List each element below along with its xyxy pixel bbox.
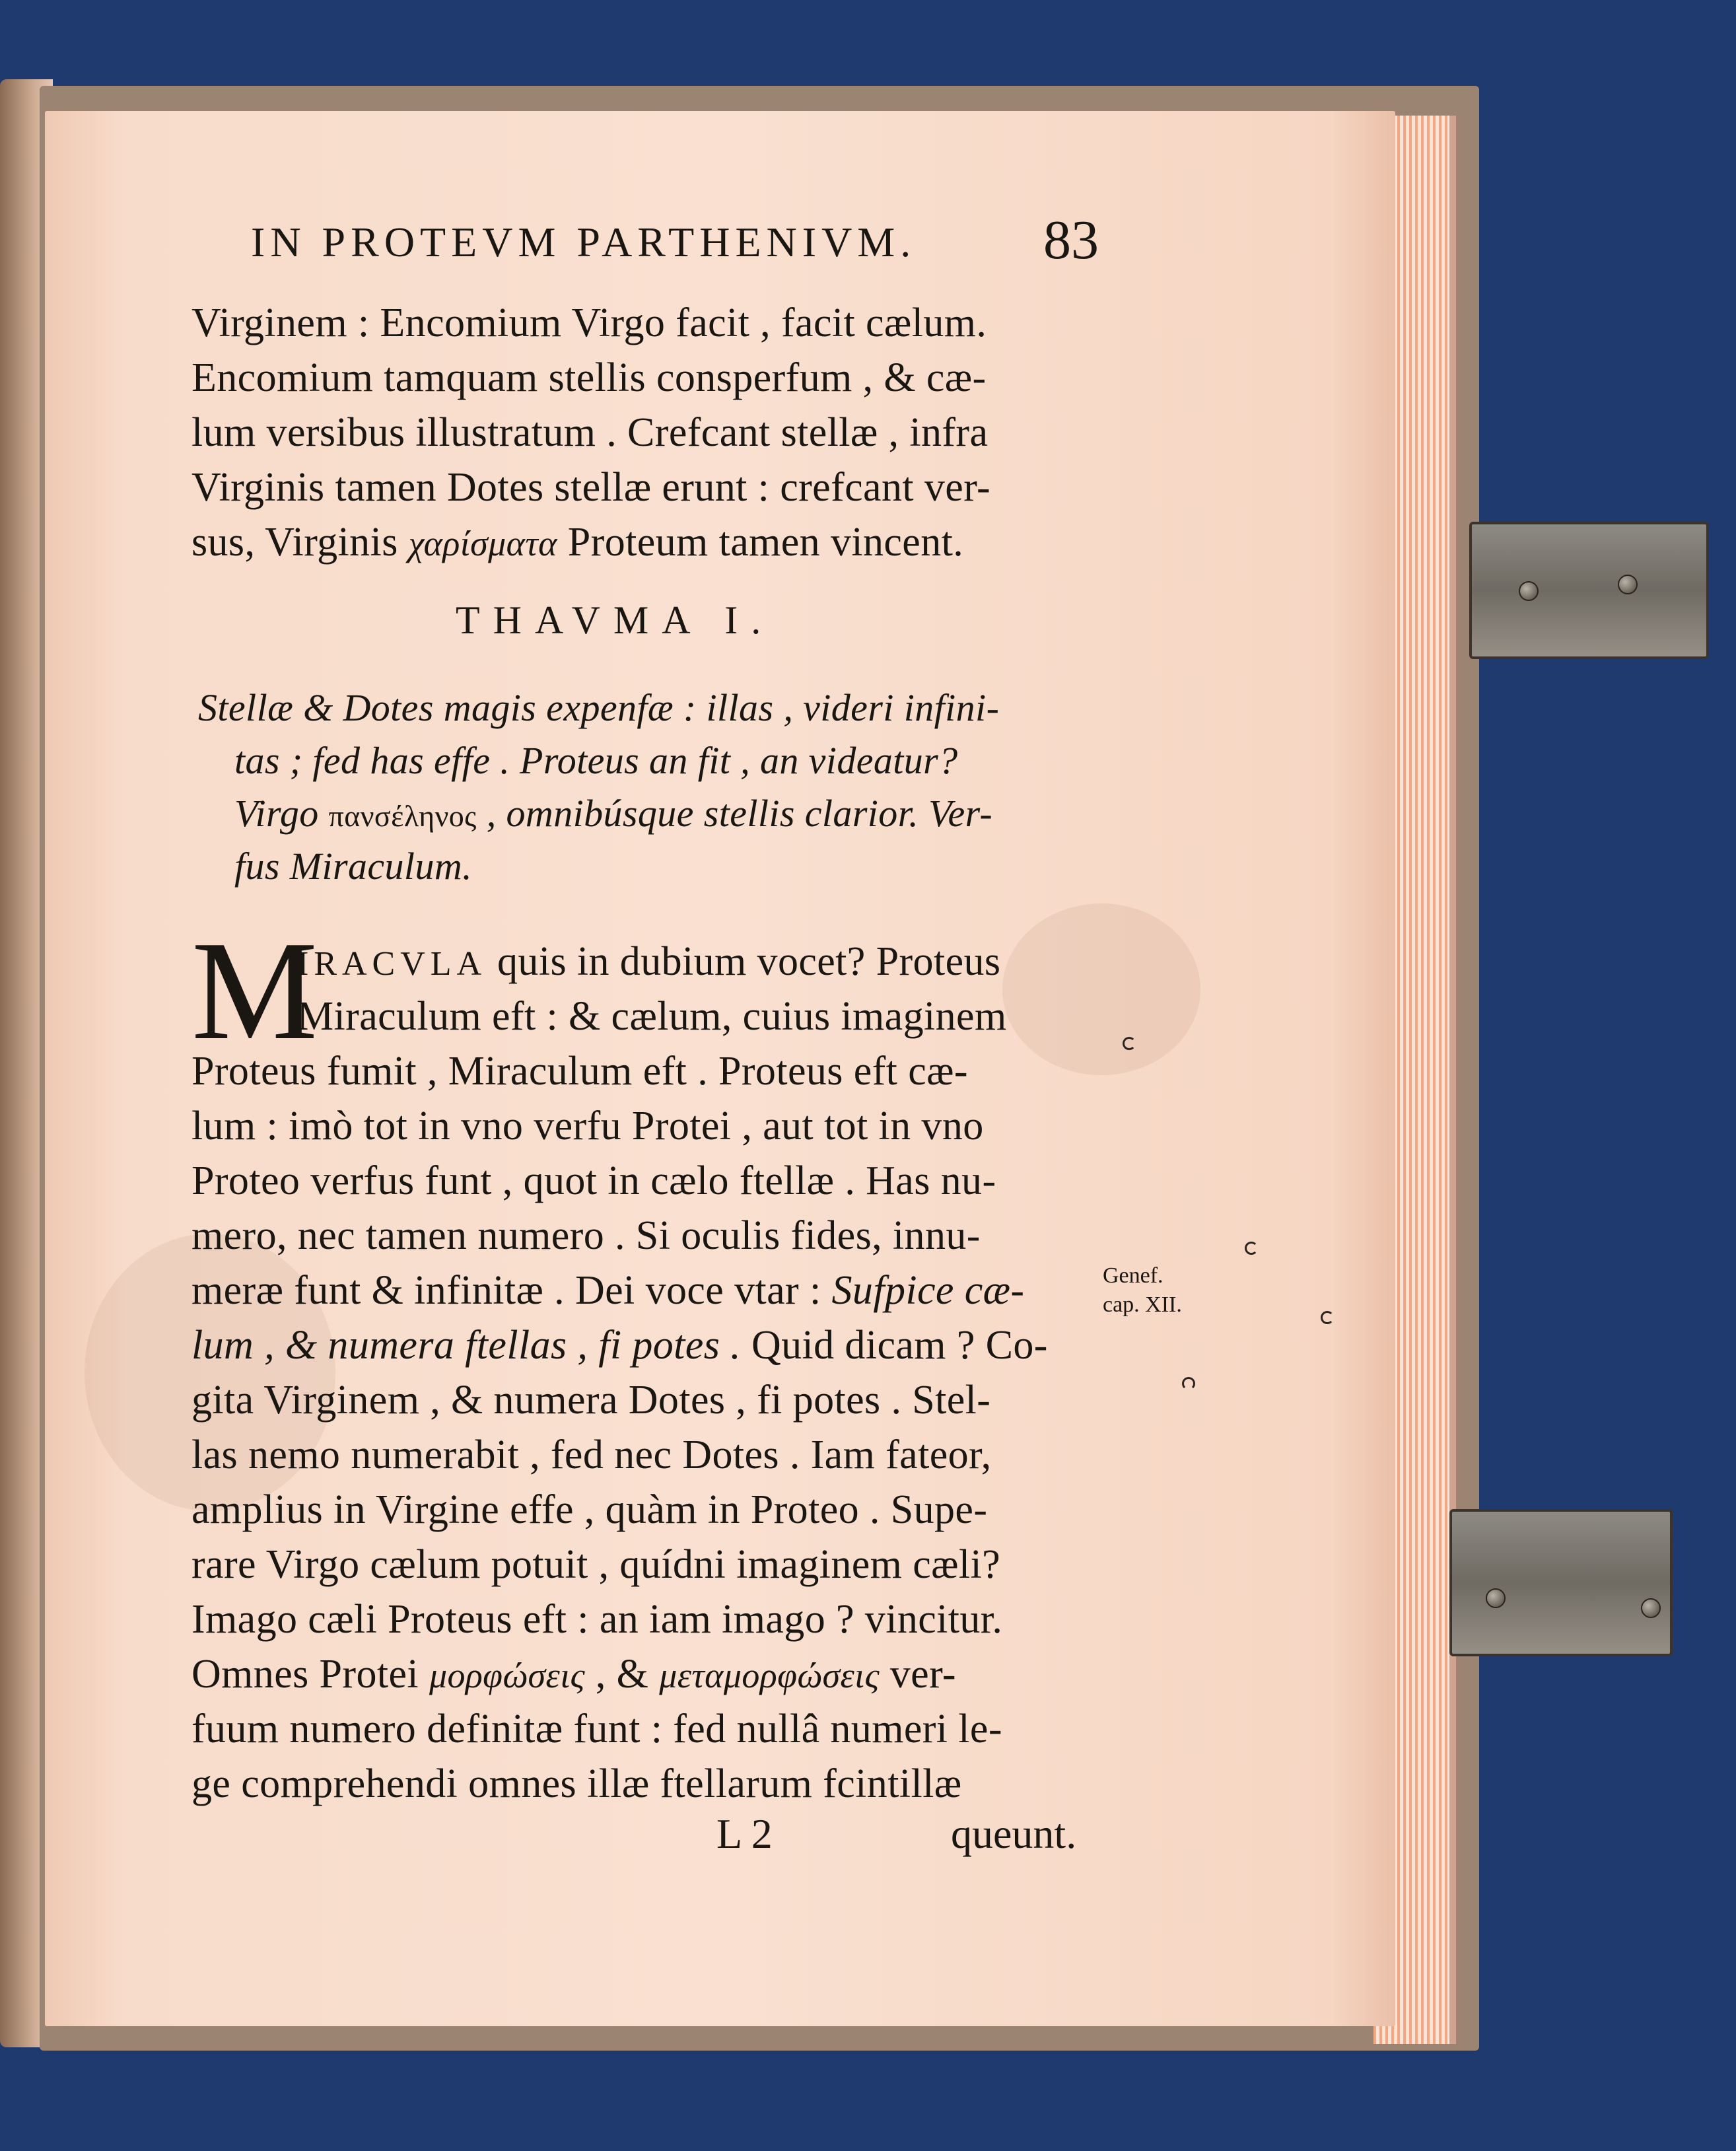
text-line: Proteo verfus funt , quot in cælo ftellæ . Has nu- xyxy=(191,1158,996,1203)
drop-cap: M xyxy=(191,911,318,1069)
text-line: Proteus fumit , Miraculum eft . Proteus eft cæ- xyxy=(191,1049,968,1094)
text-span: quis in dubium vocet? Proteus xyxy=(497,939,1001,984)
clasp-rivet xyxy=(1618,575,1638,594)
summary-line: Stellæ & Dotes magis expenfæ : illas , videri infini- xyxy=(198,686,1000,729)
text-line: rare Virgo cælum potuit , quídni imaginem cæli? xyxy=(191,1542,1001,1587)
text-line: mero, nec tamen numero . Si oculis fides, innu- xyxy=(191,1213,981,1258)
text-span: Quid dicam ? Co- xyxy=(751,1323,1048,1368)
text-line xyxy=(191,1318,1048,1373)
greek-word: μορφώσεις xyxy=(429,1656,585,1695)
margin-note-line: cap. XII. xyxy=(1103,1292,1182,1317)
section-heading: THAVMA I. xyxy=(456,598,775,642)
text-span: sus, Virginis xyxy=(191,520,398,565)
marginal-mark xyxy=(1245,1242,1258,1255)
clasp-rivet xyxy=(1641,1598,1661,1618)
summary-line: fus Miraculum. xyxy=(234,845,473,888)
text-span: ver- xyxy=(889,1652,956,1697)
margin-note-line: Genef. xyxy=(1103,1263,1163,1288)
greek-word: πανσέληνος xyxy=(328,799,477,833)
metal-clasp-bottom xyxy=(1449,1509,1673,1656)
text-span: Proteum tamen vincent. xyxy=(567,520,964,565)
text-line: lum versibus illustratum . Crefcant stellæ , infra xyxy=(191,410,989,455)
marginal-mark xyxy=(1123,1037,1136,1050)
text-line: Imago cæli Proteus eft : an iam imago ? vincitur. xyxy=(191,1597,1003,1642)
paper-stain xyxy=(1002,903,1200,1075)
text-line: ge comprehendi omnes illæ ftellarum fcintillæ xyxy=(191,1761,962,1806)
text-line: fuum numero definitæ funt : fed nullâ numeri le- xyxy=(191,1707,1002,1751)
small-caps: IRACVLA xyxy=(297,945,487,983)
text-line xyxy=(191,1647,956,1703)
text-line: las nemo numerabit , fed nec Dotes . Iam fateor, xyxy=(191,1432,992,1477)
greek-word: μεταμορφώσεις xyxy=(659,1656,880,1695)
text-line: Encomium tamquam stellis consperfum , & cæ- xyxy=(191,355,987,400)
text-span: Virgo xyxy=(234,792,319,835)
clasp-rivet xyxy=(1486,1588,1506,1608)
marginal-mark xyxy=(1182,1377,1195,1390)
text-span: , omnibúsque stellis clarior. Ver- xyxy=(486,792,993,835)
text-line xyxy=(297,934,1000,991)
text-span: meræ funt & infinitæ . Dei voce vtar : xyxy=(191,1268,821,1313)
summary-line xyxy=(234,786,992,843)
text-span: , & xyxy=(595,1652,649,1697)
page-number: 83 xyxy=(1043,209,1099,271)
text-line: Virginem : Encomium Virgo facit , facit cælum. xyxy=(191,300,987,345)
text-line: Virginis tamen Dotes stellæ erunt : crefcant ver- xyxy=(191,465,991,510)
text-line xyxy=(191,1263,1024,1318)
marginal-mark xyxy=(1321,1311,1334,1324)
running-head: IN PROTEVM PARTHENIVM. xyxy=(251,219,917,265)
signature-mark: L 2 xyxy=(716,1810,773,1857)
clasp-rivet xyxy=(1519,581,1539,601)
text-span: lum , & numera ftellas , fi potes . xyxy=(191,1323,742,1368)
catchword: queunt. xyxy=(951,1810,1077,1857)
text-line: lum : imò tot in vno verfu Protei , aut tot in vno xyxy=(191,1104,984,1148)
summary-line: tas ; fed has effe . Proteus an fit , an videatur? xyxy=(234,739,958,782)
text-span: Sufpice cæ- xyxy=(831,1268,1025,1313)
text-line: Miraculum eft : & cælum, cuius imaginem xyxy=(297,994,1007,1039)
text-line xyxy=(191,515,963,571)
text-line: gita Virginem , & numera Dotes , fi potes . Stel- xyxy=(191,1378,991,1423)
margin-note xyxy=(1103,1261,1182,1320)
text-span: Omnes Protei xyxy=(191,1652,419,1697)
metal-clasp-top xyxy=(1469,522,1709,659)
text-line: amplius in Virgine effe , quàm in Proteo . Supe- xyxy=(191,1487,988,1532)
greek-word: χαρίσματα xyxy=(408,524,557,563)
